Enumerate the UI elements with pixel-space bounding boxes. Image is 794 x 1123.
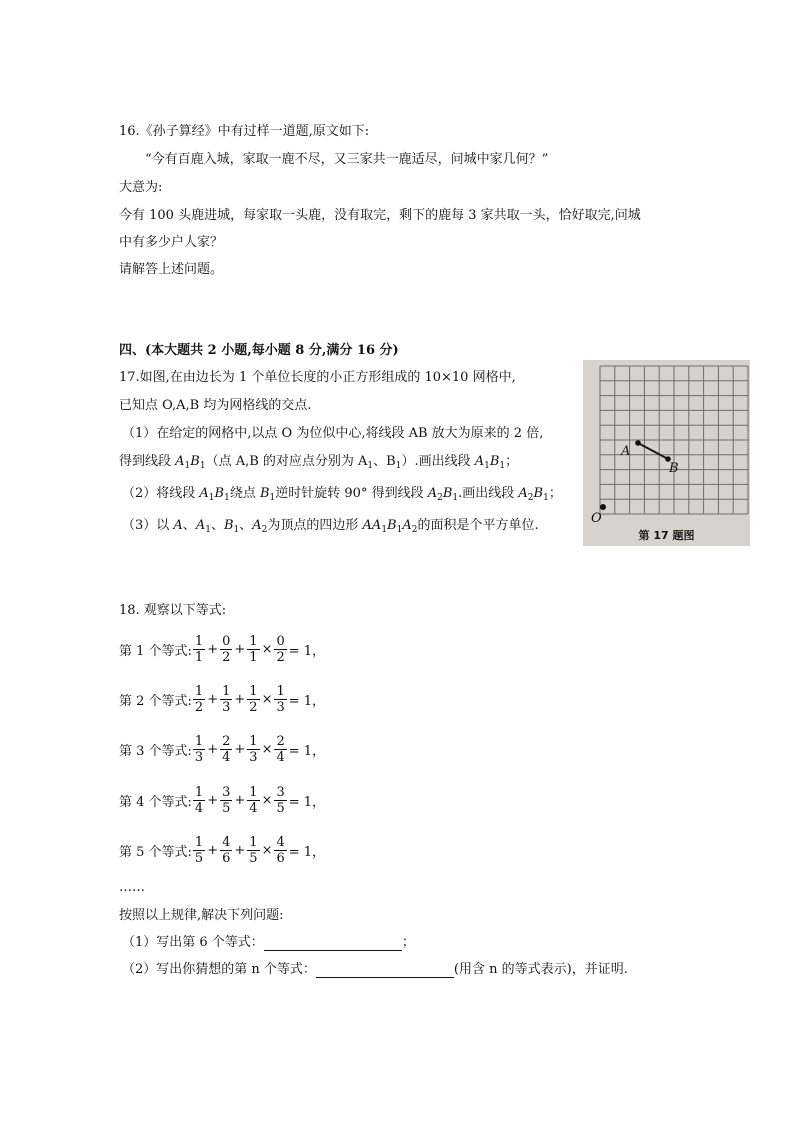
fraction: $\frac{1}{3}$ xyxy=(276,683,285,715)
answer-blank-2[interactable] xyxy=(316,963,454,978)
section-heading: 四、(本大题共 2 小题,每小题 8 分,满分 16 分) xyxy=(119,343,399,358)
fraction: $\frac{3}{5}$ xyxy=(222,784,231,816)
label-b: B xyxy=(669,461,679,476)
fraction: $\frac{1}{4}$ xyxy=(249,784,258,816)
q16-quote: “今有百鹿入城，家取一鹿不尽，又三家共一鹿适尽，问城中家几何？” xyxy=(145,152,549,167)
q17-part2: （2）将线段 $A_1B_1$绕点 $B_1$逆时针旋转 90° 得到线段 $A_2B_1$.画出线段 $A_2B_1$； xyxy=(122,486,562,503)
fraction: $\frac{1}{4}$ xyxy=(194,784,204,816)
fraction: $\frac{1}{5}$ xyxy=(194,834,204,866)
fraction: $\frac{4}{6}$ xyxy=(276,834,285,866)
operator: = 1， xyxy=(288,693,326,709)
q16-ask: 请解答上述问题。 xyxy=(119,262,224,277)
equation-label: 第 2 个等式: xyxy=(119,693,192,709)
q17-line1: 17.如图,在由边长为 1 个单位长度的小正方形组成的 10×10 网格中, xyxy=(119,370,516,385)
q17-part3: （3）以 A、$A_1$、$B_1$、$A_2$为顶点的四边形 $AA_1B_1A_2$的面积是个平方单位. xyxy=(122,518,539,535)
operator: = 1， xyxy=(288,743,326,759)
q16-meaning-line1: 今有 100 头鹿进城，每家取一头鹿，没有取完，剩下的鹿每 3 家共取一头，恰好取完,问城 xyxy=(119,208,641,223)
operator: = 1， xyxy=(288,643,326,659)
operator: × xyxy=(261,792,273,808)
operator: + xyxy=(234,741,246,757)
equation-row xyxy=(119,830,326,870)
label-o: O xyxy=(591,511,602,526)
q16-meaning-label: 大意为: xyxy=(119,180,163,195)
equation-label: 第 5 个等式: xyxy=(119,844,192,860)
operator: × xyxy=(261,842,273,858)
operator: + xyxy=(207,641,219,657)
operator: + xyxy=(234,641,246,657)
q18-part2: （2）写出你猜想的第 n 个等式： (用含 n 的等式表示)，并证明. xyxy=(122,962,628,977)
equation-row xyxy=(119,629,326,669)
operator: × xyxy=(261,641,273,657)
operator: + xyxy=(234,792,246,808)
operator: + xyxy=(207,741,219,757)
equation-label: 第 4 个等式: xyxy=(119,794,192,810)
operator: + xyxy=(207,792,219,808)
fraction: $\frac{2}{4}$ xyxy=(222,733,231,765)
q17-part1-line1: （1）在给定的网格中,以点 O 为位似中心,将线段 AB 放大为原来的 2 倍, xyxy=(122,426,544,441)
equation-label: 第 1 个等式: xyxy=(119,643,192,659)
operator: + xyxy=(234,691,246,707)
equation-row xyxy=(119,679,326,719)
operator: × xyxy=(261,691,273,707)
point-o xyxy=(600,504,606,510)
fraction: $\frac{1}{1}$ xyxy=(194,633,204,665)
q17-part1-line2: 得到线段 $A_1B_1$（点 A,B 的对应点分别为 $A_1$、$B_1$）.画出线段 $A_1B_1$； xyxy=(119,454,519,471)
operator: + xyxy=(234,842,246,858)
label-a: A xyxy=(621,444,631,459)
equation-row xyxy=(119,729,326,769)
fraction: $\frac{1}{2}$ xyxy=(249,683,258,715)
point-a xyxy=(635,440,641,446)
fraction: $\frac{4}{6}$ xyxy=(222,834,231,866)
operator: × xyxy=(261,741,273,757)
answer-blank-1[interactable] xyxy=(264,936,402,951)
equation-row xyxy=(119,780,326,820)
q16-title: 16.《孙子算经》中有过样一道题,原文如下: xyxy=(119,124,370,139)
operator: = 1， xyxy=(288,794,326,810)
q17-line2: 已知点 O,A,B 均为网格线的交点. xyxy=(119,398,312,413)
figure-caption: 第 17 题图 xyxy=(638,529,695,542)
equation-label: 第 3 个等式: xyxy=(119,743,192,759)
q18-title: 18. 观察以下等式: xyxy=(119,603,227,618)
grid-figure xyxy=(583,360,750,546)
fraction: $\frac{1}{3}$ xyxy=(249,733,258,765)
q18-instruction: 按照以上规律,解决下列问题: xyxy=(119,908,284,923)
fraction: $\frac{1}{3}$ xyxy=(222,683,231,715)
fraction: $\frac{3}{5}$ xyxy=(276,784,285,816)
operator: + xyxy=(207,691,219,707)
q16-meaning-line2: 中有多少户人家？ xyxy=(119,235,224,250)
fraction: $\frac{1}{5}$ xyxy=(249,834,258,866)
fraction: $\frac{1}{2}$ xyxy=(194,683,204,715)
operator: = 1， xyxy=(288,844,326,860)
fraction: $\frac{1}{1}$ xyxy=(249,633,258,665)
operator: + xyxy=(207,842,219,858)
q18-ellipsis: …… xyxy=(119,880,145,895)
grid-svg xyxy=(583,360,750,546)
q18-part1: （1）写出第 6 个等式： ； xyxy=(122,935,415,950)
fraction: $\frac{1}{3}$ xyxy=(194,733,204,765)
fraction: $\frac{0}{2}$ xyxy=(222,633,231,665)
fraction: $\frac{2}{4}$ xyxy=(276,733,285,765)
fraction: $\frac{0}{2}$ xyxy=(276,633,285,665)
